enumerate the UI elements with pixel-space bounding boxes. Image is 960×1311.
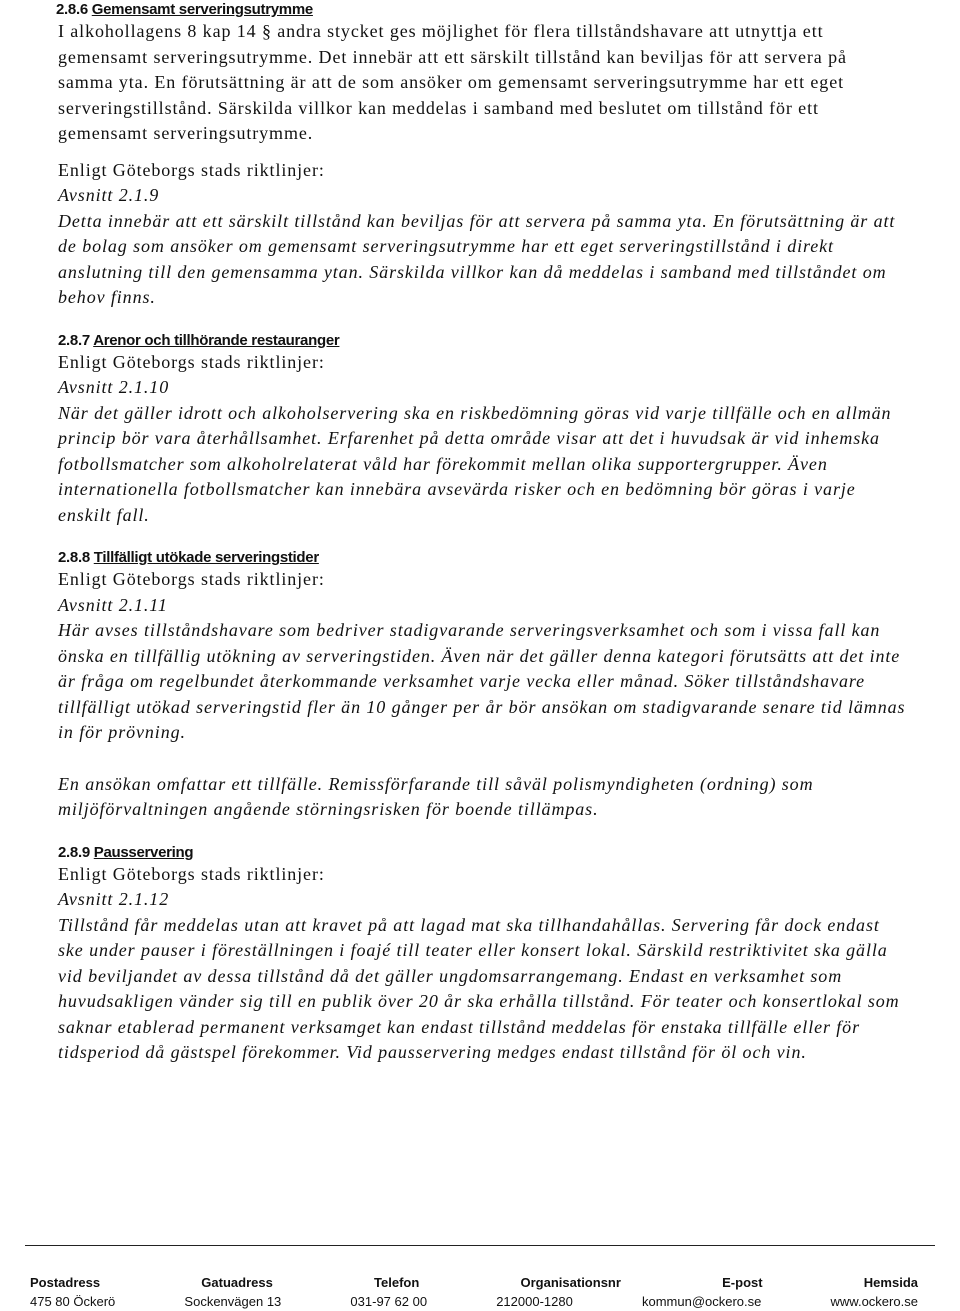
rules-label: Enligt Göteborgs stads riktlinjer: — [58, 159, 325, 180]
rules-label: Enligt Göteborgs stads riktlinjer: — [58, 863, 325, 884]
rules-label: Enligt Göteborgs stads riktlinjer: — [58, 569, 325, 589]
footer-label-organisationsnr: Organisationsnr — [520, 1275, 621, 1290]
footer-value-organisationsnr: 212000-1280 — [496, 1294, 573, 1309]
heading-title: Tillfälligt utökade serveringstider — [93, 549, 319, 566]
paragraph: Tillstånd får meddelas utan att kravet på att lagad mat ska tillhandahållas. Servering får dock endast ske under pauser i föreställningen i foajé till teater eller konsert lokal. Särskild restriktivitet ska gälla vid beviljandet av dessa tillstånd då det gäller ungdomsarrangemang. Endast en verksamhet som huvudsakligen vänder sig till en publik över 20 år ska erhålla tillstånd. För teater och konsertlokal som saknar etablerad permanent verksamget kan endast tillstånd meddelas för enstaka tillfälle eller för tidsperiod då gästspel förekommer. Vid pausservering medges endast tillstånd för öl och vin. — [58, 914, 900, 1062]
footer-label-epost: E-post — [722, 1275, 763, 1290]
footer-value-hemsida[interactable]: www.ockero.se — [830, 1294, 918, 1309]
section-ref: Avsnitt 2.1.12 — [58, 889, 170, 909]
footer-label-postadress: Postadress — [30, 1275, 101, 1290]
paragraph: Detta innebär att ett särskilt tillstånd kan beviljas för att servera på samma yta. En förutsättning är att de bolag som ansöker om gemensamt serveringsutrymme har ett eget serveringstillstånd i direkt anslutning till den gemensamma ytan. Särskilda villkor kan då meddelas i samband med tillståndet om behov finns. — [58, 210, 896, 307]
section-ref: Avsnitt 2.1.9 — [58, 185, 160, 205]
rules-label: Enligt Göteborgs stads riktlinjer: — [58, 351, 325, 372]
section-ref: Avsnitt 2.1.11 — [58, 594, 168, 615]
footer-divider — [25, 1245, 935, 1246]
footer-label-gatuadress: Gatuadress — [201, 1275, 273, 1290]
heading-2-8-7 — [58, 331, 908, 350]
document-page — [58, 0, 908, 1066]
heading-number: 2.8.7 — [58, 331, 90, 349]
heading-number: 2.8.9 — [58, 843, 90, 861]
section-ref: Avsnitt 2.1.10 — [58, 377, 170, 397]
footer-value-gatuadress: Sockenvägen 13 — [184, 1294, 282, 1309]
heading-title: Arenor och tillhörande restauranger — [93, 331, 340, 349]
footer-label-hemsida: Hemsida — [863, 1275, 918, 1290]
heading-2-8-9 — [58, 843, 908, 862]
footer — [30, 1273, 918, 1311]
heading-title: Gemensamt serveringsutrymme — [91, 1, 313, 18]
footer-values — [30, 1292, 918, 1311]
footer-value-postadress: 475 80 Öckerö — [30, 1294, 116, 1309]
paragraph: En ansökan omfattar ett tillfälle. Remissförfarande till såväl polismyndigheten (ordning) som miljöförvaltningen angående störningsrisken för boende tillämpas. — [58, 773, 814, 819]
paragraph: Här avses tillståndshavare som bedriver stadigvarande serveringsverksamhet och som i vissa fall kan önska en tillfällig utökning av serveringstiden. Även när det gäller denna kategori förutsätts att det inte är fråga om regelbundet återkommande verksamhet varje vecka eller månad. Söker tillståndshavare tillfälligt utökad serveringstid fler än 10 gånger per år bör ansökan om stadigvarande senare tid lämnas in för prövning. — [58, 620, 906, 742]
footer-label-telefon: Telefon — [374, 1275, 420, 1290]
heading-2-8-8 — [58, 548, 908, 567]
heading-title: Pausservering — [93, 843, 194, 861]
heading-number: 2.8.6 — [56, 1, 88, 18]
heading-2-8-6 — [56, 0, 908, 19]
footer-labels — [30, 1273, 918, 1292]
heading-number: 2.8.8 — [58, 549, 90, 566]
footer-value-telefon: 031-97 62 00 — [350, 1294, 428, 1309]
footer-value-epost[interactable]: kommun@ockero.se — [641, 1294, 762, 1309]
paragraph: I alkohollagens 8 kap 14 § andra stycket ges möjlighet för flera tillståndshavare att utnyttja ett gemensamt serveringsutrymme. Det innebär att ett särskilt tillstånd kan beviljas för att servera på samma yta. En förutsättning är att de som ansöker om gemensamt serveringsutrymme har ett eget serveringstillstånd. Särskilda villkor kan meddelas i samband med beslutet om tillstånd för ett gemensamt serveringsutrymme. — [58, 21, 847, 143]
paragraph: När det gäller idrott och alkoholservering ska en riskbedömning göras vid varje tillfälle och en allmän princip bör vara återhållsamhet. Erfarenhet på detta område visar att det i huvudsak är vid inhemska fotbollsmatcher som alkoholrelaterat våld har förekommit mellan olika supportergrupper. Även internationella fotbollsmatcher kan innebära avsevärda risker och en bedömning bör göras i varje enskilt fall. — [58, 402, 892, 525]
